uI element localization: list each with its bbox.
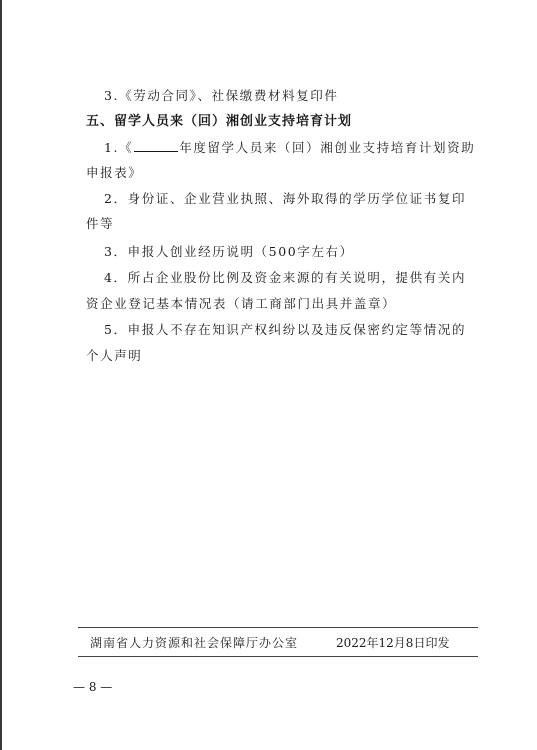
page-edge bbox=[0, 0, 2, 750]
issuer-name: 湖南省人力资源和社会保障厅办公室 bbox=[90, 636, 299, 650]
item-id-documents-line1: 2．身份证、企业营业执照、海外取得的学历学位证书复印 bbox=[104, 191, 467, 206]
item-application-form-text: 年度留学人员来（回）湘创业支持培育计划资助 bbox=[179, 140, 476, 155]
item-ip-statement-line2: 个人声明 bbox=[86, 348, 143, 363]
item-shareholding-line1: 4．所占企业股份比例及资金来源的有关说明，提供有关内 bbox=[104, 270, 467, 285]
footer-top-rule bbox=[78, 627, 478, 628]
section-heading-5: 五、留学人员来（回）湘创业支持培育计划 bbox=[86, 114, 353, 129]
year-blank-field bbox=[134, 140, 178, 152]
item-application-form-line1 bbox=[104, 140, 475, 156]
item-ip-statement-line1: 5．申报人不存在知识产权纠纷以及违反保密约定等情况的 bbox=[104, 322, 467, 337]
item-shareholding-line2: 资企业登记基本情况表（请工商部门出具并盖章） bbox=[86, 296, 397, 311]
item-entrepreneur-experience: 3．申报人创业经历说明（500字左右） bbox=[104, 244, 354, 259]
footer-bottom-rule bbox=[78, 656, 478, 657]
item-id-documents-line2: 件等 bbox=[86, 216, 115, 231]
item-application-form-line2: 申报表》 bbox=[86, 165, 143, 180]
page-number: — 8 — bbox=[73, 680, 113, 694]
issue-date: 2022年12月8日印发 bbox=[336, 636, 450, 650]
item-labor-contract: 3.《劳动合同》、社保缴费材料复印件 bbox=[104, 88, 339, 103]
item-application-form-prefix: 1.《 bbox=[104, 140, 134, 155]
